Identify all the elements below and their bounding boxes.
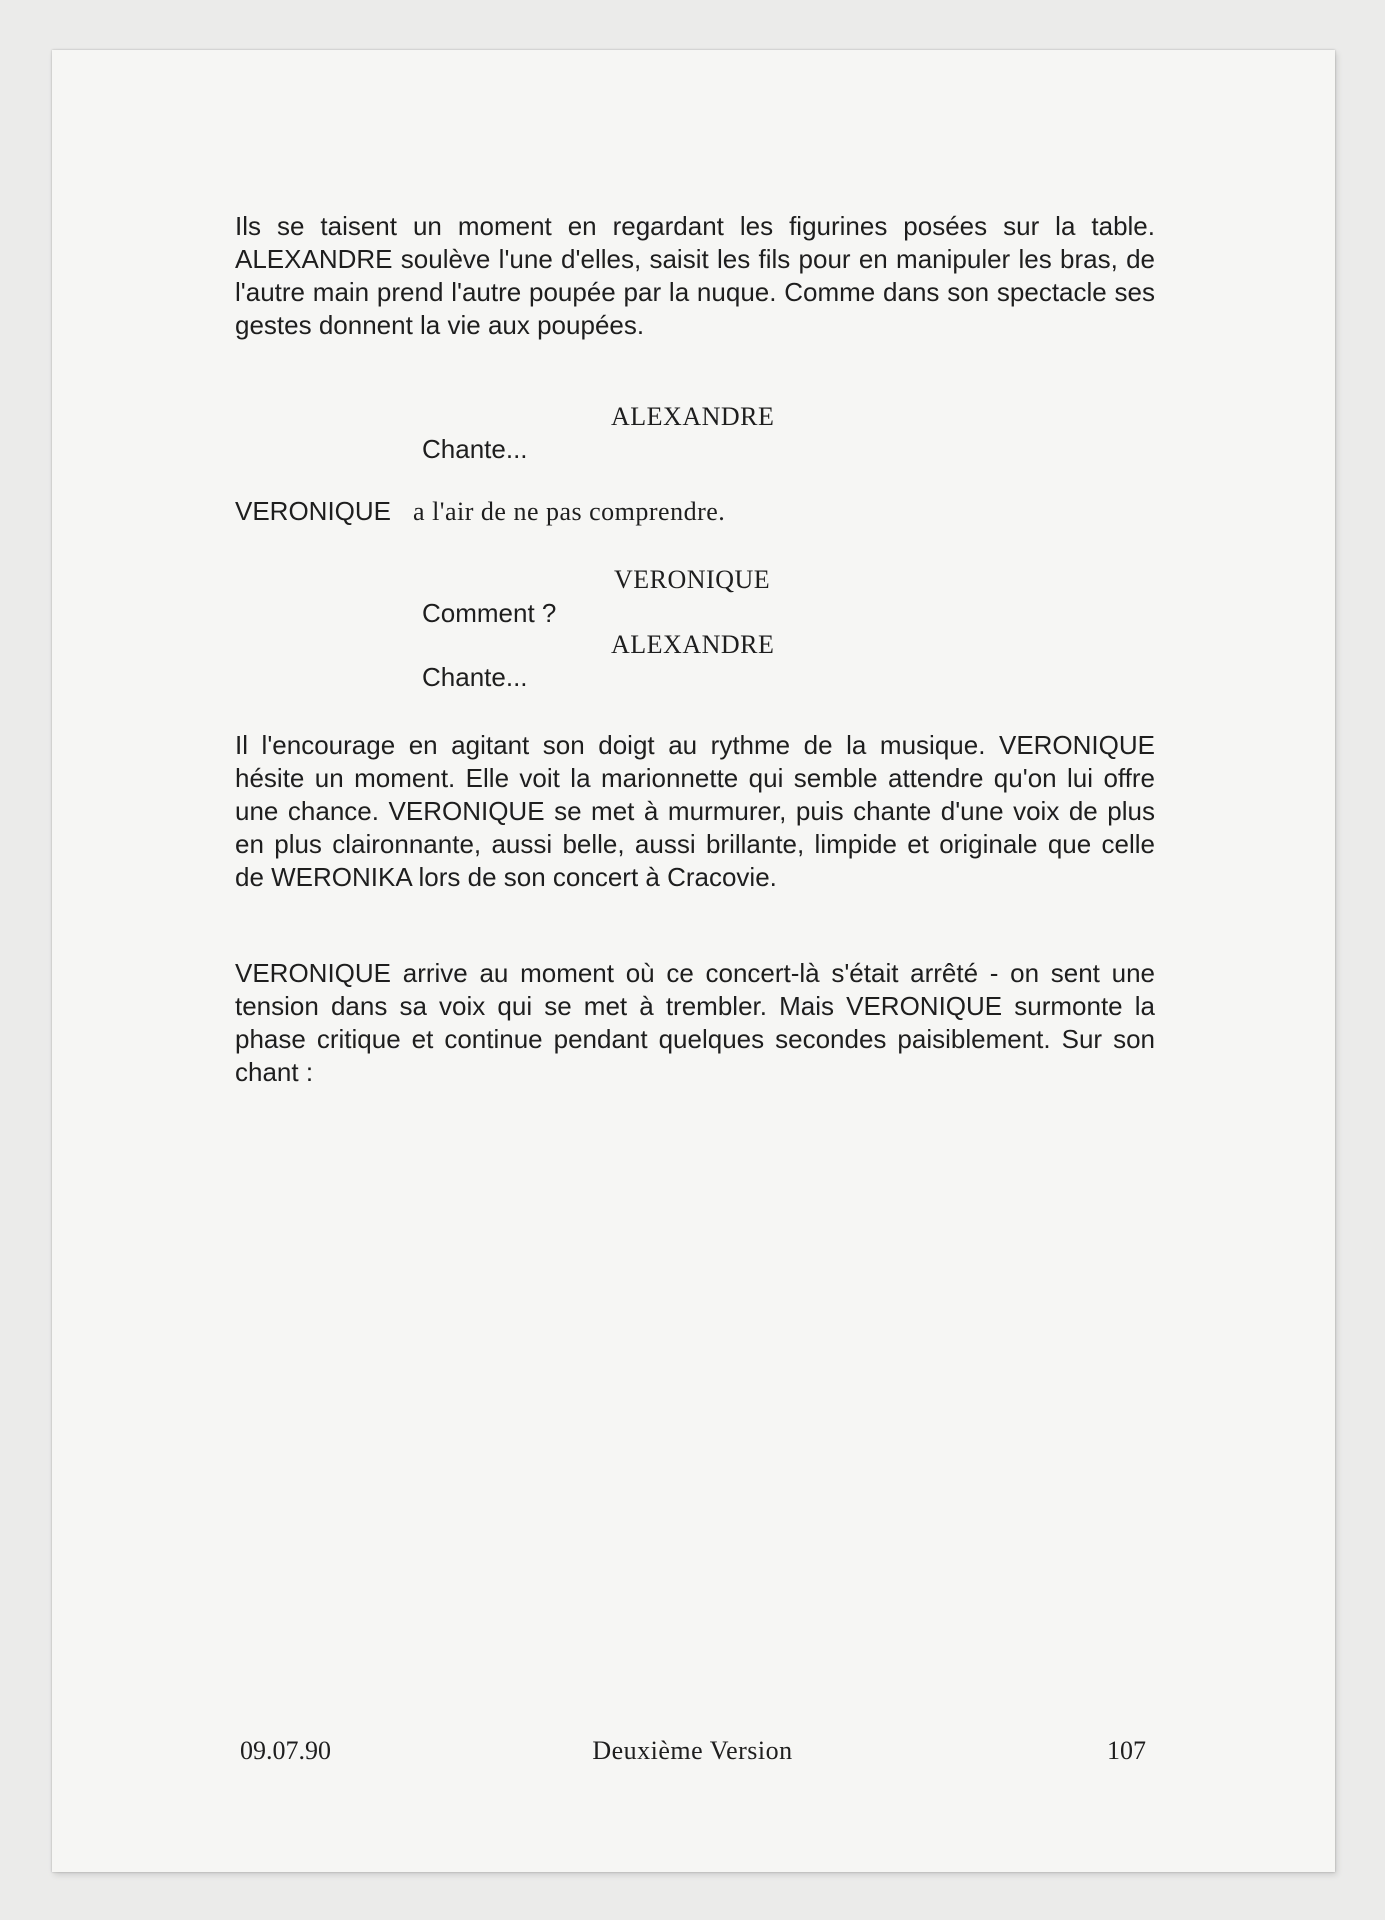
paragraph-3: VERONIQUE arrive au moment où ce concert-là s'était arrêté - on sent une tension dans sa voix qui se met à trembler. Mais VERONIQUE surmonte la phase critique et continue pendant quelques secondes paisiblement. Sur son chant : xyxy=(235,958,1155,1087)
footer-version: Deuxième Version xyxy=(592,1736,793,1765)
speaker-alexandre-1: ALEXANDRE xyxy=(611,402,775,431)
stage-direction xyxy=(235,496,725,527)
stage-direction-action: a l'air de ne pas comprendre. xyxy=(413,497,726,526)
dialog-line-3: Chante... xyxy=(422,662,528,692)
footer-date: 09.07.90 xyxy=(240,1736,331,1765)
speaker-alexandre-2: ALEXANDRE xyxy=(611,630,775,659)
dialog-line-2: Comment ? xyxy=(422,598,557,628)
paragraph-1: Ils se taisent un moment en regardant les figurines posées sur la table. ALEXANDRE soulève l'une d'elles, saisit les fils pour en manipuler les bras, de l'autre main prend l'autre poupée par la nuque. Comme dans son spectacle ses gestes donnent la vie aux poupées. xyxy=(235,211,1155,340)
paragraph-2: Il l'encourage en agitant son doigt au rythme de la musique. VERONIQUE hésite un moment. Elle voit la marionnette qui semble attendre qu'on lui offre une chance. VERONIQUE se met à murmurer, puis chante d'une voix de plus en plus claironnante, aussi belle, aussi brillante, limpide et originale que celle de WERONIKA lors de son concert à Cracovie. xyxy=(235,730,1155,892)
dialog-line-1: Chante... xyxy=(422,434,528,464)
speaker-veronique: VERONIQUE xyxy=(614,565,771,594)
stage-direction-character: VERONIQUE xyxy=(235,496,392,526)
page-number: 107 xyxy=(1107,1736,1146,1765)
